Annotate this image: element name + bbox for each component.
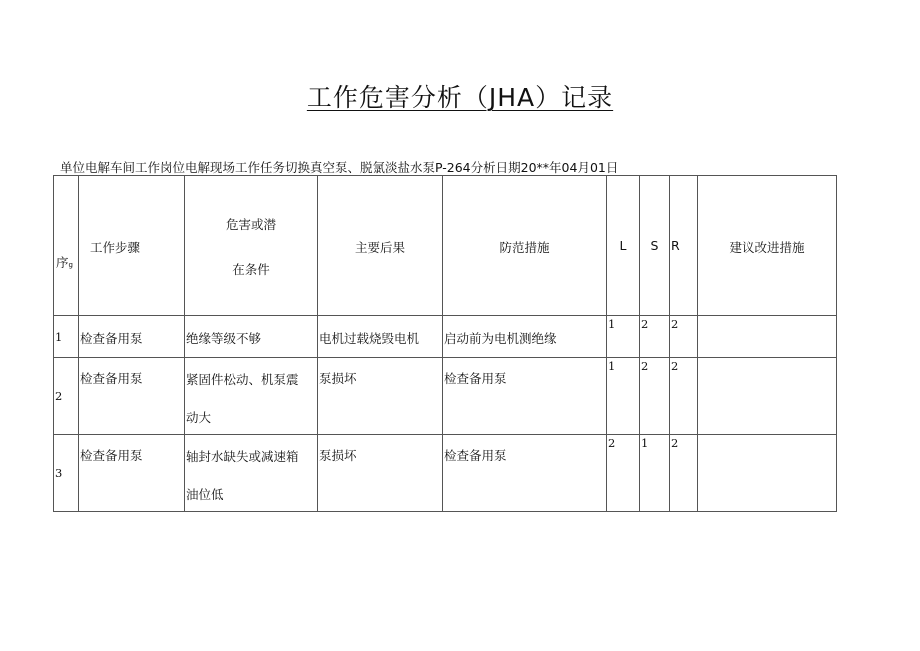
header-l-cell xyxy=(607,176,640,316)
header-hazard-line1: 危害或潜 xyxy=(225,217,276,232)
measures-cell xyxy=(443,358,607,435)
row-r: 2 xyxy=(671,359,679,373)
table-row xyxy=(54,316,837,358)
table-header-row xyxy=(54,176,837,316)
measures-cell xyxy=(443,435,607,512)
header-s: S xyxy=(650,238,659,253)
row-s: 1 xyxy=(641,436,649,450)
hazard-cell xyxy=(185,358,318,435)
header-step: 工作步骤 xyxy=(90,240,141,255)
suggestion-cell xyxy=(698,435,837,512)
row-consequence: 电机过载烧毁电机 xyxy=(319,331,420,346)
suggestion-cell xyxy=(698,316,837,358)
header-hazard-line2: 在条件 xyxy=(232,262,270,277)
row-consequence: 泵损坏 xyxy=(319,448,357,463)
page-title: 工作危害分析（JHA）记录 xyxy=(306,83,614,112)
s-cell xyxy=(640,358,670,435)
row-hazard-line1: 紧固件松动、机泵震 xyxy=(186,372,299,387)
l-cell xyxy=(607,435,640,512)
header-step-cell xyxy=(79,176,185,316)
r-cell xyxy=(670,358,698,435)
header-s-cell xyxy=(640,176,670,316)
row-step: 检查备用泵 xyxy=(80,331,143,346)
header-r: R xyxy=(671,238,680,253)
row-measures: 启动前为电机测绝缘 xyxy=(444,331,557,346)
consequence-cell xyxy=(318,358,443,435)
row-consequence: 泵损坏 xyxy=(319,371,357,386)
header-seq: 序 xyxy=(56,255,69,270)
row-seq: 3 xyxy=(55,466,63,480)
consequence-cell xyxy=(318,316,443,358)
header-hazard-cell xyxy=(185,176,318,316)
row-seq: 1 xyxy=(55,330,63,344)
row-hazard-line2: 动大 xyxy=(186,410,212,425)
header-seq-cell xyxy=(54,176,79,316)
row-l: 2 xyxy=(608,436,616,450)
step-cell xyxy=(79,435,185,512)
table-row xyxy=(54,358,837,435)
row-measures: 检查备用泵 xyxy=(444,371,507,386)
row-step: 检查备用泵 xyxy=(80,371,143,386)
s-cell xyxy=(640,316,670,358)
row-measures: 检查备用泵 xyxy=(444,448,507,463)
header-r-cell xyxy=(670,176,698,316)
row-hazard-line1: 轴封水缺失或减速箱 xyxy=(186,449,299,464)
hazard-cell xyxy=(185,316,318,358)
row-hazard: 绝缘等级不够 xyxy=(186,331,262,346)
row-r: 2 xyxy=(671,317,679,331)
row-l: 1 xyxy=(608,317,616,331)
suggestion-cell xyxy=(698,358,837,435)
header-suggestion: 建议改进措施 xyxy=(729,240,805,255)
header-l: L xyxy=(619,238,627,253)
record-info-line: 单位电解车间工作岗位电解现场工作任务切换真空泵、脱氯淡盐水泵P-264分析日期20**年04月01日 xyxy=(60,160,619,175)
measures-cell xyxy=(443,316,607,358)
row-step: 检查备用泵 xyxy=(80,448,143,463)
hazard-cell xyxy=(185,435,318,512)
header-measures: 防范措施 xyxy=(499,240,550,255)
step-cell xyxy=(79,358,185,435)
seq-cell xyxy=(54,435,79,512)
l-cell xyxy=(607,358,640,435)
header-consequence: 主要后果 xyxy=(354,240,405,255)
header-suggestion-cell xyxy=(698,176,837,316)
row-s: 2 xyxy=(641,317,649,331)
step-cell xyxy=(79,316,185,358)
l-cell xyxy=(607,316,640,358)
row-seq: 2 xyxy=(55,389,63,403)
s-cell xyxy=(640,435,670,512)
header-consequence-cell xyxy=(318,176,443,316)
seq-cell xyxy=(54,316,79,358)
consequence-cell xyxy=(318,435,443,512)
row-r: 2 xyxy=(671,436,679,450)
jha-table xyxy=(53,175,837,512)
r-cell xyxy=(670,435,698,512)
header-seq-sub: g xyxy=(68,261,73,269)
row-s: 2 xyxy=(641,359,649,373)
table-row xyxy=(54,435,837,512)
r-cell xyxy=(670,316,698,358)
seq-cell xyxy=(54,358,79,435)
row-l: 1 xyxy=(608,359,616,373)
header-measures-cell xyxy=(443,176,607,316)
row-hazard-line2: 油位低 xyxy=(186,487,224,502)
